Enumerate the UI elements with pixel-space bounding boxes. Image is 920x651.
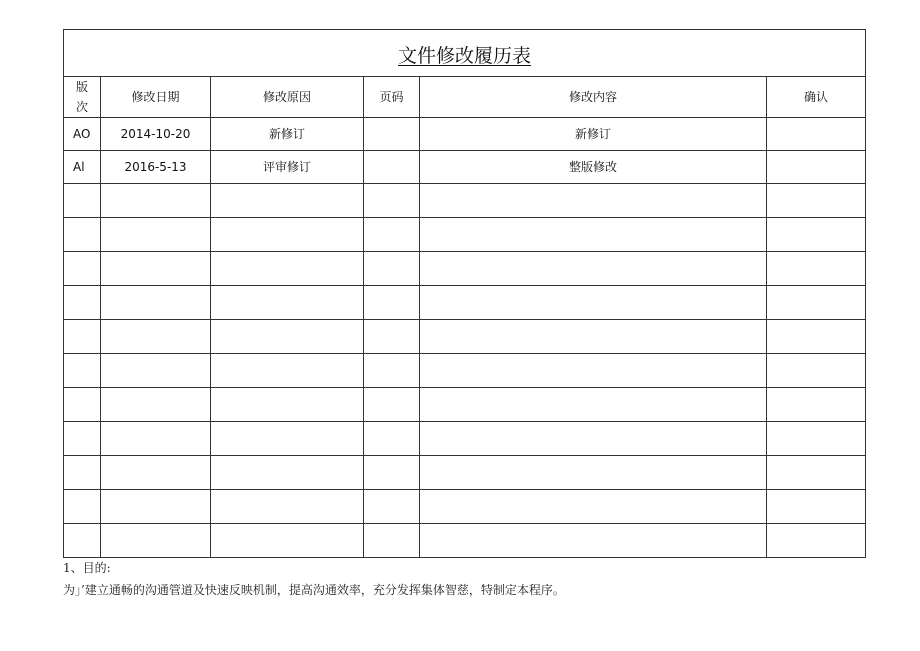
empty-cell	[767, 422, 866, 456]
empty-cell	[211, 388, 364, 422]
empty-table-row	[64, 252, 866, 286]
empty-cell	[64, 422, 101, 456]
empty-table-row	[64, 184, 866, 218]
empty-cell	[364, 218, 420, 252]
empty-cell	[420, 456, 767, 490]
empty-cell	[64, 456, 101, 490]
cell-date: 2014-10-20	[101, 118, 211, 151]
empty-cell	[420, 252, 767, 286]
revision-history-table	[63, 29, 866, 558]
empty-cell	[364, 286, 420, 320]
header-date: 修改日期	[101, 77, 211, 118]
header-version-line2: 次	[76, 100, 89, 114]
empty-table-row	[64, 354, 866, 388]
document-title: 文件修改履历表	[398, 45, 532, 67]
empty-cell	[364, 252, 420, 286]
empty-cell	[64, 320, 101, 354]
empty-cell	[364, 490, 420, 524]
empty-cell	[211, 422, 364, 456]
empty-cell	[101, 354, 211, 388]
empty-cell	[767, 490, 866, 524]
notes-section	[63, 557, 565, 601]
empty-cell	[364, 456, 420, 490]
cell-page	[364, 118, 420, 151]
empty-cell	[64, 490, 101, 524]
table-row	[64, 151, 866, 184]
empty-cell	[101, 490, 211, 524]
empty-cell	[420, 490, 767, 524]
empty-cell	[211, 320, 364, 354]
cell-date: 2016-5-13	[101, 151, 211, 184]
empty-cell	[101, 218, 211, 252]
empty-cell	[364, 184, 420, 218]
cell-reason: 评审修订	[211, 151, 364, 184]
empty-cell	[420, 422, 767, 456]
empty-cell	[64, 388, 101, 422]
empty-cell	[767, 354, 866, 388]
empty-cell	[420, 354, 767, 388]
table-title-cell	[64, 30, 866, 77]
empty-cell	[767, 524, 866, 558]
empty-table-row	[64, 490, 866, 524]
cell-content: 新修订	[420, 118, 767, 151]
empty-cell	[364, 422, 420, 456]
empty-cell	[64, 252, 101, 286]
empty-cell	[101, 320, 211, 354]
header-confirm: 确认	[767, 77, 866, 118]
empty-cell	[767, 286, 866, 320]
empty-cell	[767, 456, 866, 490]
empty-cell	[101, 524, 211, 558]
empty-table-row	[64, 456, 866, 490]
empty-cell	[767, 388, 866, 422]
cell-content: 整版修改	[420, 151, 767, 184]
cell-page	[364, 151, 420, 184]
empty-table-row	[64, 218, 866, 252]
empty-cell	[420, 388, 767, 422]
empty-cell	[101, 252, 211, 286]
header-version	[64, 77, 101, 118]
empty-cell	[211, 218, 364, 252]
empty-cell	[420, 184, 767, 218]
empty-cell	[64, 286, 101, 320]
title-row	[64, 30, 866, 77]
empty-table-row	[64, 524, 866, 558]
empty-cell	[64, 354, 101, 388]
header-row	[64, 77, 866, 118]
empty-cell	[64, 218, 101, 252]
empty-cell	[211, 490, 364, 524]
empty-cell	[101, 422, 211, 456]
empty-cell	[767, 320, 866, 354]
empty-cell	[101, 184, 211, 218]
empty-table-row	[64, 422, 866, 456]
empty-cell	[64, 524, 101, 558]
empty-cell	[767, 252, 866, 286]
cell-version: AO	[64, 118, 101, 151]
header-page: 页码	[364, 77, 420, 118]
cell-version: Al	[64, 151, 101, 184]
empty-table-row	[64, 388, 866, 422]
empty-cell	[101, 456, 211, 490]
empty-cell	[420, 286, 767, 320]
empty-cell	[767, 218, 866, 252]
empty-cell	[211, 354, 364, 388]
empty-table-row	[64, 286, 866, 320]
empty-cell	[364, 524, 420, 558]
empty-table-row	[64, 320, 866, 354]
empty-cell	[211, 252, 364, 286]
empty-cell	[420, 320, 767, 354]
empty-cell	[211, 184, 364, 218]
empty-cell	[101, 388, 211, 422]
empty-cell	[420, 524, 767, 558]
cell-reason: 新修订	[211, 118, 364, 151]
cell-confirm	[767, 118, 866, 151]
empty-cell	[420, 218, 767, 252]
header-version-line1: 版	[76, 80, 89, 94]
empty-cell	[767, 184, 866, 218]
cell-confirm	[767, 151, 866, 184]
empty-cell	[101, 286, 211, 320]
table-row	[64, 118, 866, 151]
empty-cell	[211, 286, 364, 320]
purpose-heading: 1、目的:	[63, 561, 111, 575]
empty-cell	[211, 524, 364, 558]
empty-cell	[364, 354, 420, 388]
empty-cell	[211, 456, 364, 490]
empty-cell	[64, 184, 101, 218]
empty-cell	[364, 388, 420, 422]
header-reason: 修改原因	[211, 77, 364, 118]
empty-cell	[364, 320, 420, 354]
purpose-text: 为」’建立通畅的沟通管道及快速反映机制，提高沟通效率，充分发挥集体智慈，特制定本程序。	[63, 583, 565, 597]
header-content: 修改内容	[420, 77, 767, 118]
